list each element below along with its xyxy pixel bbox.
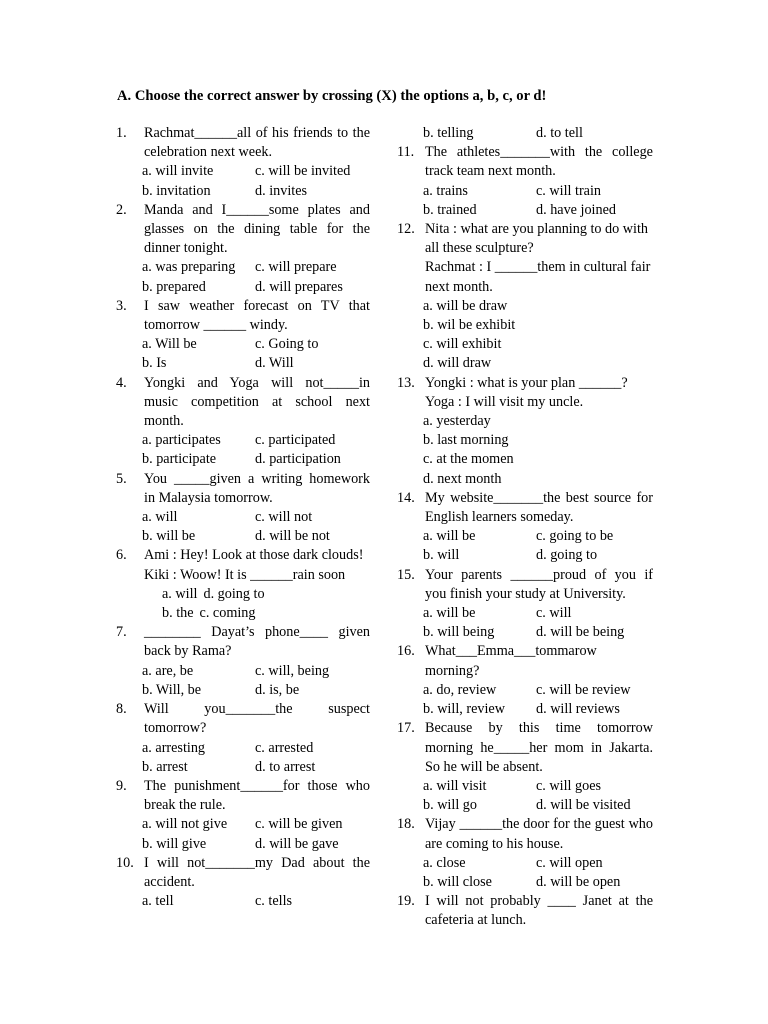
option-row — [423, 527, 653, 546]
question-number: 6. — [116, 547, 127, 564]
option-text: c. will be given — [255, 816, 343, 833]
option-text: d. will be open — [536, 873, 621, 890]
question-number: 2. — [116, 201, 127, 218]
left-column — [116, 124, 370, 911]
option-row — [423, 796, 653, 815]
option-row — [423, 873, 653, 892]
option-text: b. last morning — [423, 432, 509, 449]
option-text: c. participated — [255, 432, 336, 449]
question-stem: Yongki : what is your plan ______? — [425, 374, 628, 391]
option-text: c. will, being — [255, 662, 330, 679]
option-text: c. arrested — [255, 739, 314, 756]
option-row — [142, 835, 370, 854]
question-number: 10. — [116, 854, 134, 871]
option-row — [423, 681, 653, 700]
option-text: d. will be gave — [255, 835, 339, 852]
option-row — [423, 546, 653, 565]
option-text: a. Will be — [142, 336, 197, 353]
question-stem: My website_______the best source for English learners someday. — [425, 489, 653, 526]
question-stem: The punishment______for those who break the rule. — [144, 777, 370, 814]
option-row — [142, 527, 370, 546]
option-text: d. have joined — [536, 201, 616, 218]
options-block — [397, 182, 653, 220]
option-row — [142, 162, 370, 181]
options-block — [397, 412, 653, 489]
question-number: 16. — [397, 643, 415, 660]
question-stem: Because by this time tomorrow morning he_____her mom in Jakarta. So he will be absent. — [425, 720, 653, 775]
question-item — [116, 470, 370, 547]
options-block — [116, 662, 370, 700]
question-number: 15. — [397, 566, 415, 583]
option-text: a. was preparing — [142, 259, 236, 276]
question-item — [116, 700, 370, 777]
option-row — [142, 758, 370, 777]
option-text: d. to arrest — [255, 758, 316, 775]
option-text: c. will open — [536, 854, 603, 871]
question-item — [116, 374, 370, 470]
options-block — [116, 258, 370, 296]
option-text: c. tells — [255, 893, 293, 910]
question-number: 3. — [116, 297, 127, 314]
question-item — [397, 220, 653, 374]
option-row — [142, 892, 370, 911]
option-text: a. will be — [423, 528, 476, 545]
question-stem: Rachmat______all of his friends to the celebration next week. — [144, 125, 370, 161]
question-stem: Nita : what are you planning to do with all these sculpture? — [425, 221, 649, 257]
options-block — [116, 335, 370, 373]
question-stem: I will not_______my Dad about the accident. — [144, 854, 370, 890]
option-row — [423, 623, 653, 642]
option-text: c. will be review — [536, 681, 631, 698]
question-item — [116, 623, 370, 700]
option-text: a. arresting — [142, 739, 206, 756]
options-block — [397, 527, 653, 565]
option-text: a. trains — [423, 182, 468, 199]
question-number: 8. — [116, 701, 127, 718]
option-text: b. will, review — [423, 701, 505, 718]
options-block — [116, 892, 370, 911]
question-number: 1. — [116, 125, 127, 141]
option-row — [142, 258, 370, 277]
option-text: b. wil be exhibit — [423, 317, 516, 334]
options-block — [116, 162, 370, 200]
question-stem: ________ Dayat’s phone____ given back by Rama? — [144, 624, 370, 660]
option-text: a. will not give — [142, 816, 228, 833]
option-row — [142, 815, 370, 834]
question-number: 18. — [397, 816, 415, 833]
options-block — [116, 508, 370, 546]
options-block — [116, 739, 370, 777]
option-row — [142, 450, 370, 469]
question-number: 7. — [116, 624, 127, 641]
option-text: b. Will, be — [142, 681, 202, 698]
option-text: a. are, be — [142, 662, 194, 679]
option-text: d. will reviews — [536, 701, 620, 718]
option-text: c. going to be — [536, 528, 614, 545]
question-stem: I will not probably ____ Janet at the cafeteria at lunch. — [425, 893, 653, 929]
question-number: 14. — [397, 489, 415, 506]
option-text: c. will be invited — [255, 163, 351, 180]
options-block — [397, 604, 653, 642]
option-text: d. going to — [203, 585, 265, 602]
question-item — [397, 143, 653, 220]
question-item — [116, 124, 370, 201]
option-text: a. do, review — [423, 681, 497, 698]
option-text: b. will go — [423, 797, 477, 814]
option-row — [142, 431, 370, 450]
option-text: a. tell — [142, 893, 174, 910]
question-item — [397, 489, 653, 566]
option-row — [423, 124, 653, 143]
question-number: 11. — [397, 144, 415, 161]
option-row — [142, 662, 370, 681]
question-stem: Will you_______the suspect tomorrow? — [144, 701, 370, 737]
option-text: d. participation — [255, 451, 341, 468]
option-text: b. will be — [142, 528, 196, 545]
option-row — [142, 681, 370, 700]
question-item — [116, 297, 370, 374]
option-text: d. will be not — [255, 528, 330, 545]
option-text: d. invites — [255, 182, 308, 199]
question-number: 12. — [397, 221, 415, 238]
option-text: c. Going to — [255, 336, 319, 353]
right-column — [397, 124, 653, 931]
option-text: b. telling — [423, 125, 474, 141]
option-text: b. will give — [142, 835, 207, 852]
question-item — [397, 892, 653, 930]
option-text: d. will be visited — [536, 797, 631, 814]
option-text: d. Will — [255, 355, 294, 372]
option-text: b. will being — [423, 624, 495, 641]
question-item — [116, 201, 370, 297]
question-item — [116, 854, 370, 912]
question-item — [397, 566, 653, 643]
option-text: a. participates — [142, 432, 221, 449]
option-text: b. prepared — [142, 278, 206, 295]
question-item — [397, 642, 653, 719]
option-row — [423, 700, 653, 719]
option-text: a. will visit — [423, 777, 487, 794]
question-number: 13. — [397, 374, 415, 391]
option-text: d. is, be — [255, 681, 300, 698]
option-text: c. coming — [199, 605, 256, 622]
options-block — [116, 431, 370, 469]
option-text: c. will not — [255, 509, 313, 526]
question-stem: I saw weather forecast on TV that tomorrow ______ windy. — [144, 297, 370, 334]
option-row — [162, 585, 370, 604]
options-block — [116, 815, 370, 853]
option-text: c. will goes — [536, 777, 602, 794]
question-stem: Ami : Hey! Look at those dark clouds! — [144, 547, 364, 564]
question-item — [116, 546, 370, 623]
question-number: 19. — [397, 893, 415, 910]
option-row — [423, 854, 653, 873]
option-row — [142, 354, 370, 373]
option-text: b. arrest — [142, 758, 188, 775]
option-row — [162, 604, 370, 623]
option-text: b. will — [423, 547, 460, 564]
section-heading: A. Choose the correct answer by crossing (X) the options a, b, c, or d! — [117, 88, 547, 104]
option-text: a. will — [162, 585, 198, 602]
option-text: d. to tell — [536, 125, 583, 141]
question-number: 5. — [116, 470, 127, 487]
option-text: a. will — [142, 509, 178, 526]
option-text: d. next month — [423, 470, 502, 487]
option-text: a. will invite — [142, 163, 214, 180]
option-text: b. invitation — [142, 182, 211, 199]
options-block — [116, 585, 370, 623]
question-stem: Manda and I______some plates and glasses on the dining table for the dinner tonight. — [144, 201, 370, 257]
question-stem: Rachmat : I ______them in cultural fair next month. — [425, 259, 651, 295]
option-text: b. will close — [423, 873, 492, 890]
option-text: a. close — [423, 854, 466, 871]
question-stem: Your parents ______proud of you if you finish your study at University. — [425, 566, 653, 602]
option-text: d. will be being — [536, 624, 625, 641]
question-10-continued-options — [397, 124, 653, 143]
question-stem: Yongki and Yoga will not_____in music competition at school next month. — [144, 374, 370, 430]
question-number: 4. — [116, 374, 127, 391]
option-row — [142, 508, 370, 527]
question-stem: The athletes_______with the college track team next month. — [425, 144, 653, 180]
option-row — [142, 182, 370, 201]
question-stem: What___Emma___tommarow morning? — [425, 643, 597, 679]
question-item — [116, 777, 370, 854]
option-text: d. will prepares — [255, 278, 343, 295]
question-item — [397, 374, 653, 489]
options-block — [397, 854, 653, 892]
option-text: c. will — [536, 605, 572, 622]
question-stem: Vijay ______the door for the guest who are coming to his house. — [425, 816, 653, 852]
option-row — [423, 182, 653, 201]
option-row — [423, 777, 653, 796]
question-stem: You _____given a writing homework in Malaysia tomorrow. — [144, 470, 370, 506]
question-item — [397, 719, 653, 815]
option-row — [142, 278, 370, 297]
option-text: b. participate — [142, 451, 217, 468]
option-text: b. trained — [423, 201, 477, 218]
option-text: a. yesterday — [423, 413, 491, 430]
option-text: c. will train — [536, 182, 602, 199]
options-block — [397, 681, 653, 719]
option-text: a. will be — [423, 605, 476, 622]
option-row — [423, 201, 653, 220]
options-block — [397, 777, 653, 815]
options-block — [397, 297, 653, 374]
option-text: c. will prepare — [255, 259, 337, 276]
option-row — [142, 739, 370, 758]
option-row — [423, 604, 653, 623]
option-text: d. going to — [536, 547, 598, 564]
option-text: c. at the momen — [423, 451, 514, 468]
option-text: b. the — [162, 605, 194, 622]
option-text: a. will be draw — [423, 297, 508, 314]
option-text: c. will exhibit — [423, 336, 502, 353]
question-stem: Yoga : I will visit my uncle. — [425, 393, 584, 410]
question-item — [397, 815, 653, 892]
question-stem: Kiki : Woow! It is ______rain soon — [144, 566, 346, 583]
option-text: d. will draw — [423, 355, 492, 372]
question-number: 17. — [397, 720, 415, 737]
option-text: b. Is — [142, 355, 167, 372]
question-number: 9. — [116, 777, 127, 794]
option-row — [142, 335, 370, 354]
